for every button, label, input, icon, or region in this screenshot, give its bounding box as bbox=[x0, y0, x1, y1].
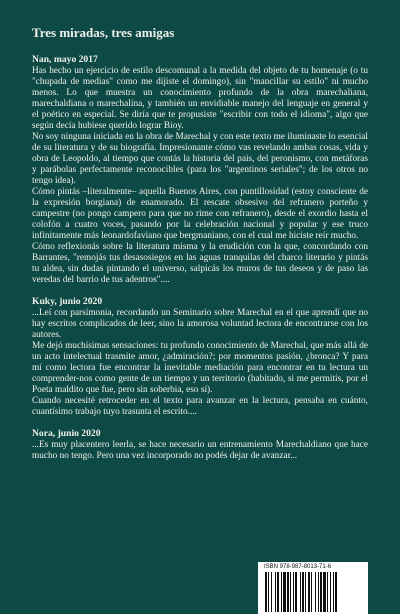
paragraph: Cómo reflexionás sobre la literatura misma y la erudición con la que, concordando con Barrantes, "remojás tus desasosiegos en las aguas tranquilas del charco literario y pintás tu aldea, sin dudas pintando el universo, salpicás los muros de tus deseos y de paso las veredas del barrio de tus adentros".... bbox=[32, 242, 368, 285]
isbn-barcode bbox=[258, 562, 368, 614]
testimonial-nora bbox=[32, 428, 368, 462]
isbn-label: ISBN 978-987-8013-71-6 bbox=[264, 564, 332, 570]
paragraph: Cómo pintás –literalmente– aquella Buenos Aires, con puntillosidad (estoy consciente de la expresión borgiana) de enamorado. El rescate obsesivo del refranero porteño y campestre (no pongo campero para que no rime con refranero), desde el exordio hasta el colofón a cuatro voces, pasando por la celebración nacional y popular y ese truco infinitamente más leonardofaviano que bergmaniano, con el cual me hiciste reír mucho. bbox=[32, 187, 368, 241]
paragraph: Cuando necesité retroceder en el texto para avanzar en la lectura, pensaba en cuánto, cuantísimo trabajo tuyo trasunta el escrito.... bbox=[32, 396, 368, 417]
paragraph: Me dejó muchísimas sensaciones: tu profundo conocimiento de Marechal, que más allá de un acto intelectual trasmite amor, ¿admiración?; por momentos pasión, ¿bronca? Y para mí como lectora fue encontrar la inevitable mediación para encontrar en tu lectura un comprender-nos como gente de un tiempo y un territorio (habitado, si me permitís, por el Poeta maldito que fue, pero sin soberbia, eso sí). bbox=[32, 341, 368, 395]
section-header: Kuky, junio 2020 bbox=[32, 296, 103, 307]
paragraph: ...Es muy placentero leerla, se hace necesario un entrenamiento Marechaldiano que hace mucho no tengo. Pero una vez incorporado no podés dejar de avanzar... bbox=[32, 440, 368, 461]
paragraph: No soy ninguna iniciada en la obra de Marechal y con este texto me iluminaste lo esencial de su literatura y de su biografía. Impresionante cómo vas revelando ambas cosas, vida y obra de Leopoldo, al tiempo que contás la historia del país, del peronismo, con metáforas y parábolas perfectamente reconocibles (para los "argentinos seriales"; de los otros no tengo idea). bbox=[32, 132, 368, 186]
testimonial-kuky bbox=[32, 296, 368, 418]
page-title: Tres miradas, tres amigas bbox=[32, 25, 175, 40]
barcode-icon bbox=[264, 572, 362, 612]
paragraph: Has hecho un ejercicio de estilo descomunal a la medida del objeto de tu homenaje (o tu "chupada de medias" como me dijiste el domingo), sin "mancillar su estilo" ni mucho menos. Lo que muestra un conocimiento profundo de la obra marechaliana, marechaldiana o marechalina, y también un envidiable manejo del lenguaje en general y el poético en especial. Se diría que te propusiste "escribir con todo el idioma", algo que según decía hubiese querido lograr Bioy. bbox=[32, 66, 368, 131]
paragraph: ...Leí con parsimonia, recordando un Seminario sobre Marechal en el que aprendí que no hay escritos complicados de leer, sino la amorosa voluntad lectora de encontrarse con los autores. bbox=[32, 308, 368, 340]
section-header: Nan, mayo 2017 bbox=[32, 54, 98, 65]
testimonial-nan bbox=[32, 54, 368, 286]
section-header: Nora, junio 2020 bbox=[32, 428, 101, 439]
